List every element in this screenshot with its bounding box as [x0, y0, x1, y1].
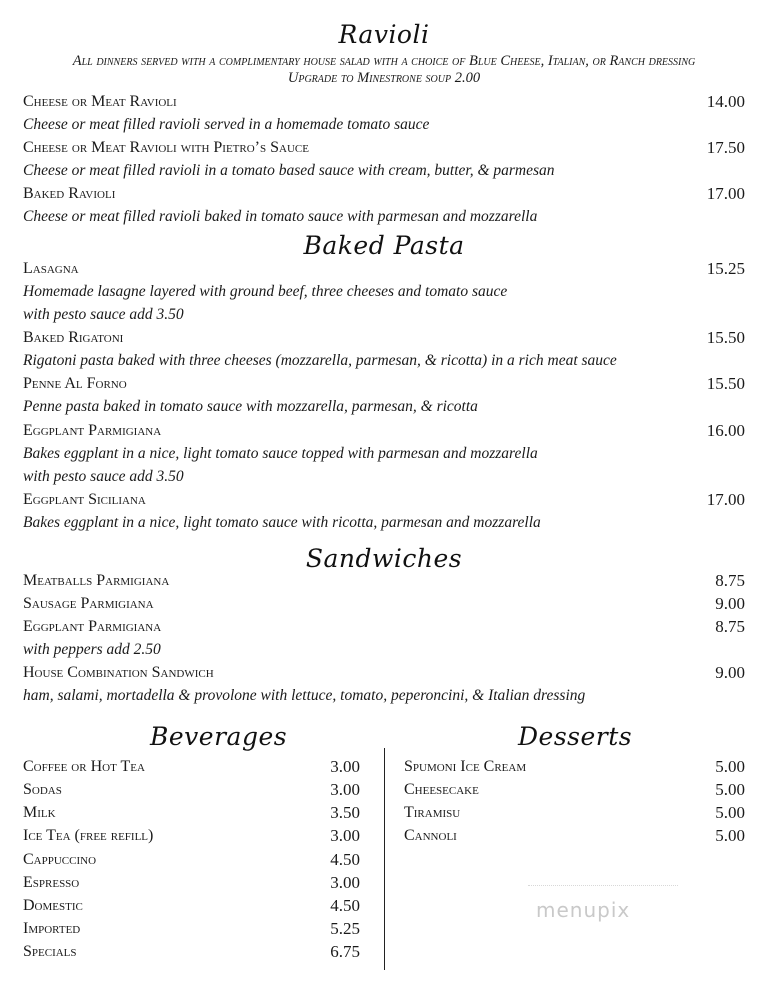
menu-item-price: 17.00 [706, 184, 745, 203]
menu-item-name: Baked Rigatoni [23, 329, 124, 346]
menu-item-price: 5.00 [715, 780, 745, 799]
watermark-logo: menupix [536, 898, 631, 922]
menu-item-name: Penne Al Forno [23, 375, 127, 392]
menu-item-description: Bakes eggplant in a nice, light tomato sauce with ricotta, parmesan and mozzarella [23, 514, 541, 531]
menu-item-name: Imported [23, 920, 81, 937]
menu-item-name: Sodas [23, 781, 62, 798]
menu-item-description: Penne pasta baked in tomato sauce with mozzarella, parmesan, & ricotta [23, 398, 478, 415]
menu-item-name: Sausage Parmigiana [23, 595, 154, 612]
menu-item-name: Milk [23, 804, 56, 821]
menu-item-price: 17.50 [706, 138, 745, 157]
menu-item-name: Spumoni Ice Cream [404, 758, 527, 775]
menu-item-price: 3.00 [330, 780, 360, 799]
menu-item-name: Eggplant Parmigiana [23, 422, 162, 439]
menu-item-price: 5.00 [715, 826, 745, 845]
menu-item-addon: with peppers add 2.50 [23, 641, 161, 658]
menu-item-name: Meatballs Parmigiana [23, 572, 170, 589]
menu-item-name: Coffee or Hot Tea [23, 758, 145, 775]
menu-item-name: Domestic [23, 897, 83, 914]
menu-item-description: Cheese or meat filled ravioli in a tomato based sauce with cream, butter, & parmesan [23, 162, 555, 179]
menu-item-price: 14.00 [706, 92, 745, 111]
menu-item-name: Baked Ravioli [23, 185, 116, 202]
watermark-line [528, 885, 678, 887]
menu-item-name: Eggplant Parmigiana [23, 618, 162, 635]
column-divider [384, 748, 385, 970]
menu-item-price: 16.00 [706, 421, 745, 440]
baked-pasta-heading: Baked Pasta [303, 231, 465, 260]
menu-item-price: 6.75 [330, 942, 360, 961]
menu-item-name: Lasagna [23, 260, 79, 277]
menu-item-description: Homemade lasagne layered with ground beef, three cheeses and tomato sauce [23, 283, 508, 300]
menu-item-price: 5.00 [715, 757, 745, 776]
menu-item-name: Cheesecake [404, 781, 479, 798]
menu-item-price: 4.50 [330, 896, 360, 915]
menu-item-description: Rigatoni pasta baked with three cheeses (mozzarella, parmesan, & ricotta) in a rich meat sauce [23, 352, 617, 369]
menu-item-addon: with pesto sauce add 3.50 [23, 468, 184, 485]
menu-item-price: 17.00 [706, 490, 745, 509]
menu-item-price: 9.00 [715, 663, 745, 682]
menu-item-description: Cheese or meat filled ravioli served in a homemade tomato sauce [23, 116, 430, 133]
menu-item-name: Specials [23, 943, 77, 960]
menu-item-price: 4.50 [330, 850, 360, 869]
menu-item-name: Cappuccino [23, 851, 97, 868]
soup-upgrade-note: Upgrade to Minestrone soup 2.00 [287, 70, 481, 86]
menu-item-name: Espresso [23, 874, 80, 891]
menu-item-name: Tiramisu [404, 804, 461, 821]
dinner-note: All dinners served with a complimentary house salad with a choice of Blue Cheese, Italian, or Ranch dressing [72, 53, 696, 69]
menu-item-price: 8.75 [715, 617, 745, 636]
menu-item-price: 5.00 [715, 803, 745, 822]
sandwiches-heading: Sandwiches [305, 544, 463, 573]
menu-item-name: Cheese or Meat Ravioli [23, 93, 177, 110]
desserts-heading: Desserts [518, 722, 633, 751]
menu-item-name: Ice Tea (free refill) [23, 827, 154, 844]
menu-item-price: 3.00 [330, 757, 360, 776]
menu-item-name: Cheese or Meat Ravioli with Pietro’s Sauce [23, 139, 309, 156]
menu-item-addon: with pesto sauce add 3.50 [23, 306, 184, 323]
ravioli-heading: Ravioli [338, 20, 430, 49]
menu-item-price: 5.25 [330, 919, 360, 938]
menu-item-name: Cannoli [404, 827, 457, 844]
beverages-heading: Beverages [150, 722, 288, 751]
menu-item-price: 3.00 [330, 826, 360, 845]
menu-item-price: 15.50 [706, 328, 745, 347]
menu-item-name: House Combination Sandwich [23, 664, 214, 681]
menu-item-price: 15.50 [706, 374, 745, 393]
menu-item-price: 8.75 [715, 571, 745, 590]
menu-item-description: Bakes eggplant in a nice, light tomato sauce topped with parmesan and mozzarella [23, 445, 538, 462]
menu-item-description: Cheese or meat filled ravioli baked in tomato sauce with parmesan and mozzarella [23, 208, 538, 225]
menu-item-price: 9.00 [715, 594, 745, 613]
menu-item-price: 15.25 [706, 259, 745, 278]
menu-item-description: ham, salami, mortadella & provolone with lettuce, tomato, peperoncini, & Italian dressing [23, 687, 586, 704]
menu-item-price: 3.50 [330, 803, 360, 822]
menu-item-name: Eggplant Siciliana [23, 491, 146, 508]
menu-item-price: 3.00 [330, 873, 360, 892]
